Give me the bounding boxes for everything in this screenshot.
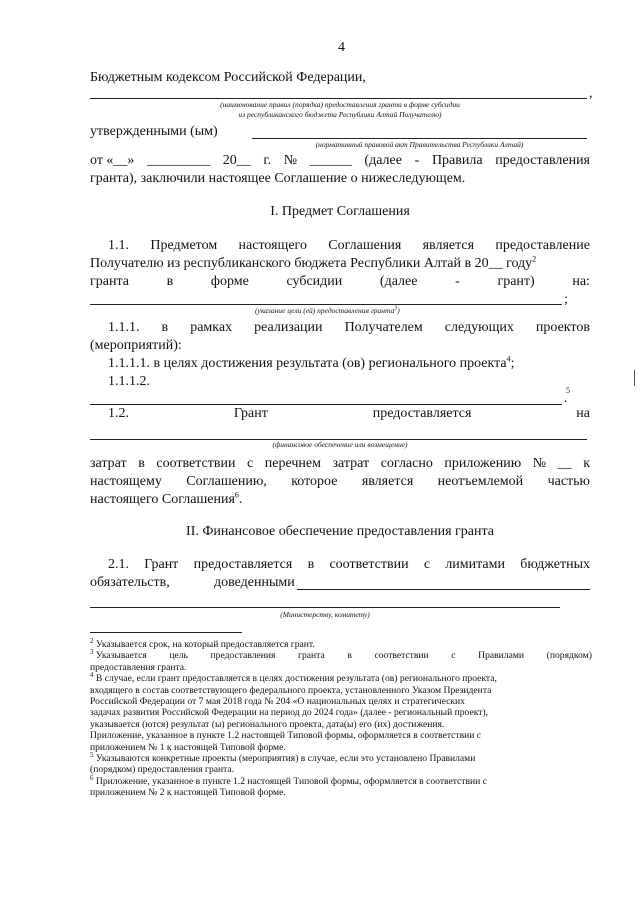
paragraph-1-2-line-5 [90,492,242,508]
footnote-ref-6: 6 [234,490,239,500]
footnote-word: предоставления [210,650,276,662]
word: соответствии [329,557,409,572]
text-budget-code: Бюджетным кодексом Российской Федерации, [90,70,366,85]
footnote-ref-4: 4 [506,354,511,364]
word: (далее [379,274,418,289]
word: грант) [497,274,535,289]
paragraph-1-1-1-2: 1.1.1.2. [108,374,150,389]
paragraph-1-1-1-line-2: (мероприятий): [90,338,182,353]
word: Соглашения [328,238,402,253]
footnote-word: предоставления гранта. [90,661,187,673]
word: в [138,456,145,471]
footnote-3 [90,650,592,673]
caption-financing-type: (финансовое обеспечение или возмещение) [272,440,408,449]
footnote-word [90,750,476,765]
footnote-number: 6 [90,773,94,782]
text: ) [397,306,400,315]
caption-legal-act: (нормативный правовой акт Правительства Республики Алтай) [315,140,524,149]
word: 1.1.1. [108,320,140,335]
word: бюджетных [520,557,590,572]
paragraph-1-1-line-2 [90,256,536,272]
word: лимитами [445,557,505,572]
word: является [361,474,414,489]
word: соответствии [156,456,236,471]
footnote-word [90,650,147,661]
word: является [422,238,475,253]
text-dot: . [564,391,568,406]
word: затрат [90,456,127,471]
footnote-ref-2: 2 [532,254,537,264]
word: проектов [535,320,590,335]
footnote-line [90,730,592,741]
word: 1.2. [108,406,129,421]
footnote-number: 5 [90,750,94,759]
word: 1.1. [108,238,129,253]
footnote-text: Указывается [93,650,147,662]
word: которое [291,474,338,489]
word: с [423,557,431,572]
text: настоящего Соглашения [90,492,235,507]
caption-rules-name-1: (наименование правил (порядка) предоставления гранта в форме субсидии [220,100,460,109]
word: в [166,274,174,289]
text-obligations: обязательств, [90,575,170,590]
footnote-number: 2 [90,636,94,645]
footnote-word [90,773,487,787]
footnote-word: приложением № 2 к настоящей Типовой форме. [90,787,286,799]
footnotes-block [90,636,592,799]
footnote-word: с [451,650,456,662]
footnote-line [90,773,592,787]
word: к [583,456,590,471]
word: предоставляется [193,557,293,572]
footnote-line [90,662,592,673]
paragraph-1-2-line-4 [90,474,590,490]
word: рамках [190,320,233,335]
footnote-text: Приложение, указанное в пункте 1.2 настоящей Типовой формы, оформляется в соответствии с [93,775,487,787]
footnote-number: 4 [90,671,94,680]
text-comma: , [589,86,593,101]
text-semicolon: ; [564,292,568,307]
footnote-word: гранта [298,650,325,662]
word: № [532,456,547,471]
word: частью [547,474,590,489]
footnote-word: в [347,650,352,662]
word: Соглашению, [186,474,267,489]
footnote-line [90,696,592,707]
footnote-line [90,764,592,775]
footnote-text: Указываются конкретные проекты (мероприятия) в случае, если это установлено Правилами [93,753,476,765]
paragraph-1-2-line-1 [108,406,590,422]
blank-line-rules-name [90,98,587,99]
text-concluded: гранта), заключили настоящее Соглашение о нижеследующем. [90,171,466,186]
word: предоставления [495,153,590,168]
word: Предметом [150,238,218,253]
word: ______ [309,153,352,168]
footnote-word [90,673,497,684]
word: - [455,274,460,289]
word: от «__» [90,153,135,168]
footnote-line [90,650,592,661]
footnote-line [90,636,592,650]
word: предоставляется [372,406,472,421]
blank-line-grant-purpose [90,304,562,305]
footnote-5 [90,750,592,776]
text-brought: доведенными [214,575,295,590]
caption-grant-purpose [255,306,400,315]
word: затрат [332,456,370,471]
footnote-word: входящего в состав соответствующего федерального проекта, установленного Указом Президента [90,684,492,696]
word: перечнем [264,456,321,471]
word: в [161,320,169,335]
word: на [576,406,590,421]
word: _________ [147,153,211,168]
footnote-number: 3 [90,648,94,657]
footnote-text: В случае, если грант предоставляется в целях достижения результата (ов) регионального проекта, [93,673,497,685]
caption-ministry: (Министерству, комитету) [280,610,370,619]
paragraph-1-1-line-3 [90,274,590,290]
word: настоящему [90,474,162,489]
footnote-line [90,719,592,730]
paragraph-1-2-line-3 [90,456,590,472]
word: на: [572,274,590,289]
footnote-line [90,742,592,753]
caption-rules-name-2: из республиканского бюджета Республики Алтай Получателю) [238,110,442,119]
word: Правила [431,153,483,168]
blank-line-ministry-2 [90,607,560,608]
word: предоставление [495,238,590,253]
word: 2.1. [108,557,129,572]
footnote-word: задачах развития Российской Федерации на период до 2024 года» (далее - региональный проект), [90,707,489,719]
word: настоящего [238,238,307,253]
word: форме [210,274,249,289]
word: следующих [444,320,514,335]
paragraph-1-1-line-1 [108,238,590,254]
word: гранта [90,274,129,289]
text: ; [510,356,515,371]
blank-line-legal-act [252,138,587,139]
word: 20__ [222,153,251,168]
blank-line-ministry-1 [297,589,590,590]
word: __ [557,456,572,471]
footnote-word [90,636,315,650]
word: (далее [364,153,402,168]
text-date-line [90,153,590,169]
word: реализации [254,320,323,335]
footnote-2 [90,636,592,650]
footnote-word: Российской Федерации от 7 мая 2018 года № 204 «О национальных целях и стратегических [90,696,465,708]
word: Получателем [344,320,423,335]
text: 1.1.1.1. в целях достижения результата (ов) регионального проекта [108,356,507,371]
section-heading-1: I. Предмет Соглашения [270,204,410,219]
footnote-text: Указывается срок, на который предоставляется грант. [93,639,315,650]
edge-mark [634,370,635,386]
footnote-line [90,673,592,684]
footnote-word: Правилами [478,650,525,662]
footnote-line [90,787,592,798]
footnote-6 [90,773,592,799]
paragraph-1-1-1-1 [108,356,515,372]
footnote-word: приложением № 1 к настоящей Типовой форме. [90,741,286,753]
footnote-word: Приложение, указанное в пункте 1.2 настоящей Типовой формы, оформляется в соответствии с [90,730,482,742]
footnote-word: (порядком) [546,650,592,662]
footnote-ref-3: 3 [394,305,398,312]
footnote-line [90,750,592,765]
footnote-word: соответствии [374,650,429,662]
footnote-line [90,707,592,718]
word: № [283,153,298,168]
word: в [307,557,315,572]
word: г. [263,153,272,168]
text: (указание цели (ей) предоставления гранта [255,306,395,315]
word: приложению [444,456,522,471]
text: Получателю из республиканского бюджета Республики Алтай в 20__ году [90,256,533,271]
page-number: 4 [338,40,345,55]
footnote-separator [90,632,242,633]
text: . [238,492,243,507]
footnote-word: (порядком) предоставления гранта. [90,764,235,776]
footnote-word: цель [169,650,188,662]
word: неотъемлемой [437,474,524,489]
word: с [247,456,254,471]
footnote-line [90,685,592,696]
word: Грант [144,557,179,572]
paragraph-1-1-1-line-1 [108,320,590,336]
text-approved: утвержденными (ым) [90,124,218,139]
blank-line-projects [90,404,562,405]
paragraph-2-1-line-1 [108,557,590,573]
word: субсидии [286,274,343,289]
word: согласно [380,456,433,471]
section-heading-2: II. Финансовое обеспечение предоставления гранта [186,524,494,539]
footnote-word: указывается (ются) результат (ы) регионального проекта, дата(ы) его (их) достижения. [90,718,445,730]
footnote-ref-5: 5 [566,386,570,395]
word: Грант [233,406,268,421]
footnote-4 [90,673,592,753]
word: - [414,153,420,168]
